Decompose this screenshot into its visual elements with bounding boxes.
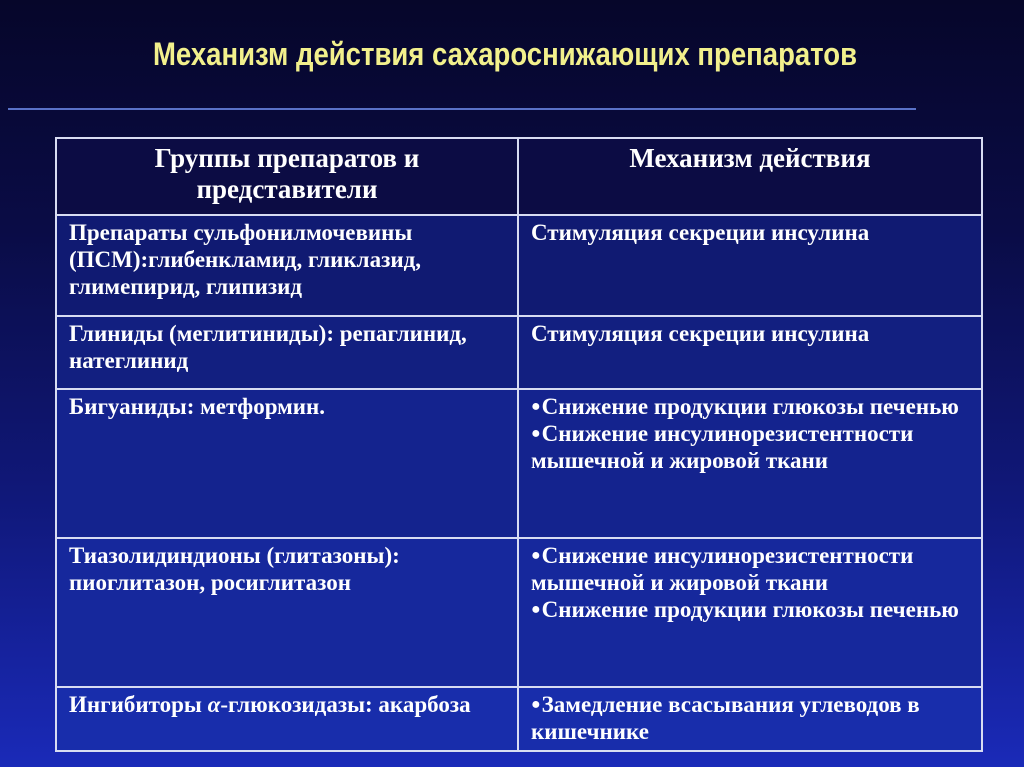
title-divider (8, 108, 916, 110)
cell-drug-group (56, 316, 518, 389)
bullet-dot-icon: ● (531, 425, 541, 442)
drug-group-prefix: Ингибиторы (69, 692, 208, 717)
cell-drug-group (56, 687, 518, 751)
table-row (56, 538, 982, 687)
table-row (56, 687, 982, 751)
table-header-row (56, 138, 982, 215)
cell-drug-group (56, 215, 518, 316)
bullet-dot-icon: ● (531, 547, 541, 564)
mechanism-bullet-text: Снижение инсулинорезистентности мышечной и жировой ткани (531, 421, 914, 473)
mechanism-text: Стимуляция секреции инсулина (531, 321, 870, 346)
bullet-dot-icon: ● (531, 696, 541, 713)
header-drug-groups: Группы препаратов и представители (56, 138, 518, 215)
table-row (56, 316, 982, 389)
drug-group-text (69, 691, 507, 718)
cell-drug-group (56, 389, 518, 538)
drug-group-suffix: -глюкозидазы: акарбоза (220, 692, 471, 717)
alpha-symbol: α (207, 692, 221, 717)
mechanism-bullet (531, 393, 971, 420)
header-mechanism: Механизм действия (518, 138, 982, 215)
drug-group-text: Препараты сульфонилмочевины (ПСМ):глибенкламид, гликлазид, глимепирид, глипизид (69, 220, 421, 299)
slide-title: Механизм действия сахароснижающих препаратов (152, 36, 858, 72)
cell-drug-group (56, 538, 518, 687)
drug-group-text: Глиниды (меглитиниды): репаглинид, натеглинид (69, 321, 467, 373)
mechanism-bullet (531, 596, 971, 623)
mechanism-bullet-text: Снижение продукции глюкозы печенью (541, 597, 959, 622)
bullet-dot-icon: ● (531, 601, 541, 618)
mechanism-text: Стимуляция секреции инсулина (531, 220, 870, 245)
bullet-dot-icon: ● (531, 398, 541, 415)
mechanism-bullet (531, 420, 971, 474)
mechanism-bullet-text: Замедление всасывания углеводов в кишечнике (531, 692, 920, 744)
cell-mechanism (518, 687, 982, 751)
table-row (56, 389, 982, 538)
drug-group-text: Бигуаниды: метформин. (69, 394, 326, 419)
mechanism-bullet-text: Снижение инсулинорезистентности мышечной и жировой ткани (531, 543, 914, 595)
drug-mechanism-table (55, 137, 983, 752)
cell-mechanism (518, 389, 982, 538)
drug-table-container (55, 137, 981, 752)
cell-mechanism (518, 215, 982, 316)
mechanism-bullet (531, 691, 971, 745)
mechanism-bullet-text: Снижение продукции глюкозы печенью (541, 394, 959, 419)
cell-mechanism (518, 316, 982, 389)
drug-group-text: Тиазолидиндионы (глитазоны): пиоглитазон, росиглитазон (69, 543, 400, 595)
mechanism-bullet (531, 542, 971, 596)
cell-mechanism (518, 538, 982, 687)
table-row (56, 215, 982, 316)
